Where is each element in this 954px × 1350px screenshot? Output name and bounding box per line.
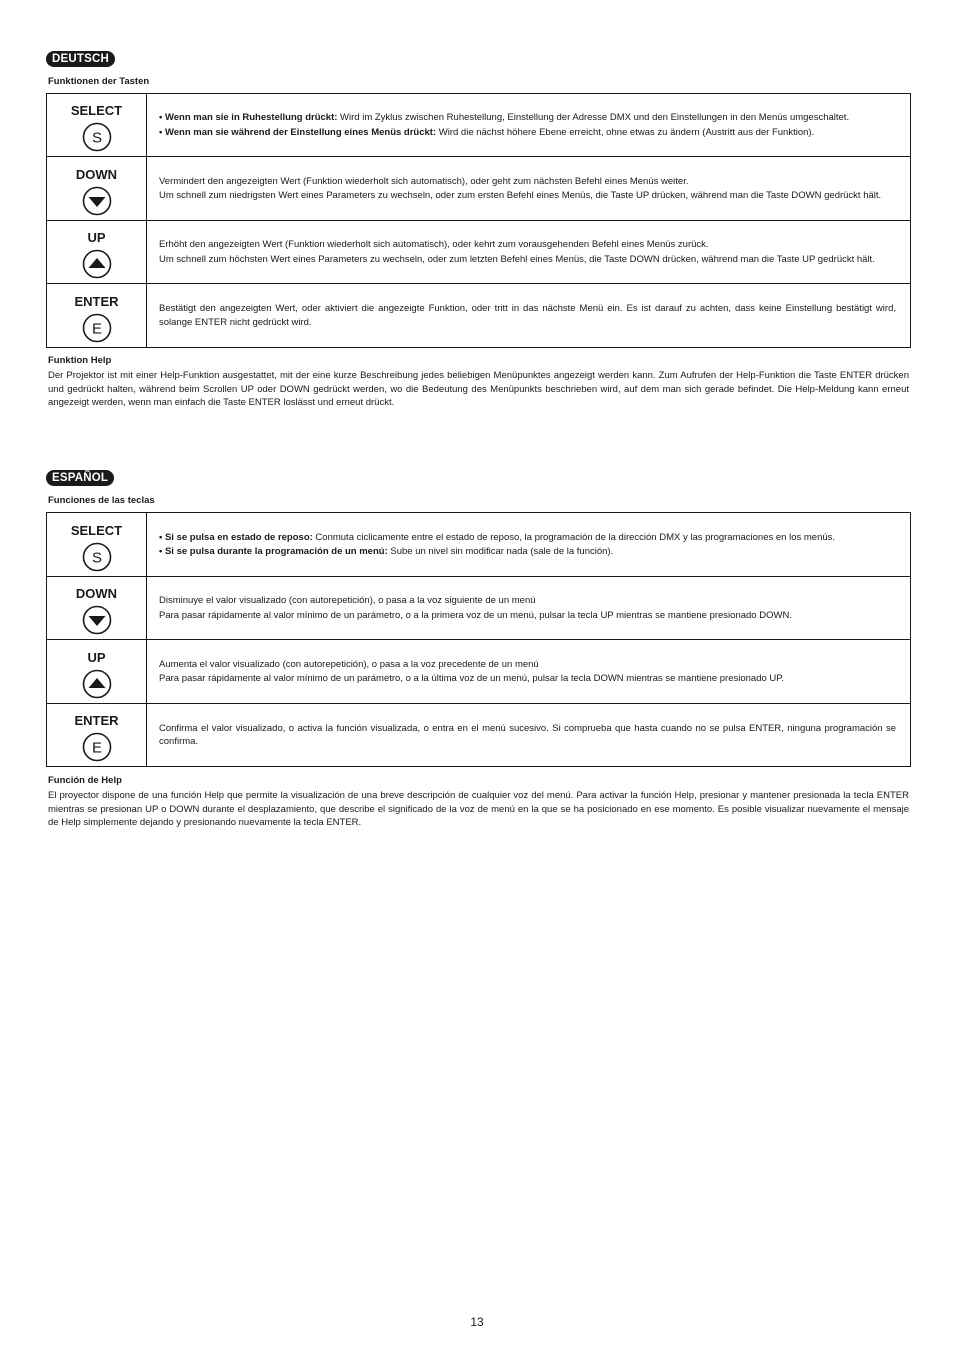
key-description [147,221,911,284]
key-cell-down [47,157,147,221]
description-line [159,126,896,140]
page-number: 13 [470,1315,484,1329]
select-key-icon [82,122,112,152]
help-title: Función de Help [48,775,122,786]
up-arrow-key-icon [82,249,112,279]
enter-key-icon [82,732,112,762]
table-row [47,513,911,577]
key-cell-up [47,640,147,704]
key-name: DOWN [75,166,118,182]
up-arrow-key-icon [82,669,112,699]
table-row [47,157,911,221]
language-badge: ESPAÑOL [46,470,114,486]
key-name: SELECT [70,522,123,538]
key-description [147,94,911,157]
key-cell-enter [47,284,147,348]
key-description [147,157,911,221]
section-subtitle: Funktionen der Tasten [48,76,150,87]
description-line: Bestätigt den angezeigten Wert, oder aktiviert die angezeigte Funktion, oder tritt in das nächste Menü ein. Es ist darauf zu achten, dass keine Einstellung bestätigt wird, solange ENTER nicht gedrückt wird. [159,303,896,328]
description-text: Conmuta ciclicamente entre el estado de reposo, la programación de la dirección DMX y las programaciones en los menús. [312,531,836,543]
key-name: UP [87,649,106,665]
description-line: Para pasar rápidamente al valor mínimo de un parámetro, o a la primera voz de un menú, pulsar la tecla UP mientras se mantiene presionado DOWN. [159,609,792,621]
help-text: El proyector dispone de una función Help que permite la visualización de una breve descripción de cualquier voz del menú. Para activar la función Help, presionar y mantener presionada la tecla ENTER mientras se presionan UP o DOWN durante el desplazamiento, que describe el significado de la voz de menú en la que se ha posicionado en ese momento. Es posible visualizar nuevamente el mensaje de Help simplemente dejando y presionando nuevamente la tecla ENTER. [48,790,909,828]
description-line: Confirma el valor visualizado, o activa la función visualizada, o entra en el menú sucesivo. Si comprueba que hasta cuando no se pulsa ENTER, ninguna programación se confirma. [159,722,896,747]
key-cell-enter [47,704,147,767]
description-line: Aumenta el valor visualizado (con autorepetición), o pasa a la voz precedente de un menú [159,658,539,670]
description-bold: • Wenn man sie in Ruhestellung drückt: [159,112,338,123]
select-key-icon [82,542,112,572]
key-description [147,513,911,577]
key-name: ENTER [74,293,119,309]
key-name: SELECT [70,103,123,118]
key-letter: E [91,320,102,337]
key-description [147,284,911,348]
key-description [147,577,911,640]
help-title: Funktion Help [48,355,112,366]
key-name: UP [87,230,106,245]
description-line [159,531,896,545]
section-espanol [46,470,911,830]
key-letter: S [91,129,102,147]
description-line: Um schnell zum höchsten Wert eines Parameters zu wechseln, oder zum letzten Befehl eines Menüs, die Taste DOWN drücken, während man die Taste UP gedrückt hält. [159,253,875,265]
description-text: Wird im Zyklus zwischen Ruhestellung, Einstellung der Adresse DMX und den Einstellungen in den Menüs umgeschaltet. [337,112,850,123]
table-row [47,704,911,767]
table-row [47,577,911,640]
description-line [159,111,896,125]
down-arrow-key-icon [82,605,112,635]
description-line: Vermindert den angezeigten Wert (Funktion wiederholt sich automatisch), oder geht zum nächsten Befehl eines Menüs weiter. [159,175,689,187]
keys-table [46,512,911,767]
description-bold: • Si se pulsa durante la programación de un menú: [159,546,388,557]
key-cell-select [47,513,147,577]
down-arrow-key-icon [82,186,112,216]
key-name: DOWN [75,586,118,601]
description-line: Um schnell zum niedrigsten Wert eines Parameters zu wechseln, oder zum ersten Befehl eines Menüs, die Taste UP drücken, während man die Taste DOWN gedrückt hält. [159,190,882,201]
enter-key-icon [82,313,112,343]
help-text: Der Projektor ist mit einer Help-Funktion ausgestattet, mit der eine kurze Beschreibung jedes beliebigen Menüpunktes angezeigt werden kann. Zum Aufrufen der Help-Funktion die Taste ENTER drücken und gedrückt halten, während beim Scrollen UP oder DOWN gedrückt werden, wo die Bedeutung des Menüpunkts beschrieben wird, auf dem man sich gerade befindet. Die Help-Meldung kann erneut angezeigt werden, wenn man einfach die Taste ENTER loslässt und erneut drückt. [48,370,909,408]
description-line: Para pasar rápidamente al valor mínimo de un parámetro, o a la última voz de un menú, pulsar la tecla DOWN mientras se mantiene presionado UP. [159,673,785,684]
description-text: Sube un nivel sin modificar nada (sale de la función). [387,546,614,557]
description-bold: • Si se pulsa en estado de reposo: [159,531,313,543]
table-row [47,221,911,284]
table-row [47,640,911,704]
key-letter: S [91,549,102,566]
key-cell-select [47,94,147,157]
table-row [47,284,911,348]
description-line [159,545,896,559]
key-name: ENTER [74,713,119,728]
key-description [147,704,911,767]
key-description [147,640,911,704]
description-line: Erhöht den angezeigten Wert (Funktion wiederholt sich automatisch), oder kehrt zum vorausgehenden Befehl eines Menüs zurück. [159,239,709,250]
section-subtitle: Funciones de las teclas [48,495,155,506]
keys-table [46,93,911,348]
description-line: Disminuye el valor visualizado (con autorepetición), o pasa a la voz siguiente de un menú [159,595,536,606]
key-cell-down [47,577,147,640]
key-letter: E [91,739,102,757]
section-deutsch [46,51,911,411]
table-row [47,94,911,157]
key-cell-up [47,221,147,284]
description-text: Wird die nächst höhere Ebene erreicht, ohne etwas zu ändern (Austritt aus der Funktion). [436,126,815,138]
language-badge: DEUTSCH [46,51,115,67]
description-bold: • Wenn man sie während der Einstellung eines Menüs drückt: [159,126,437,138]
